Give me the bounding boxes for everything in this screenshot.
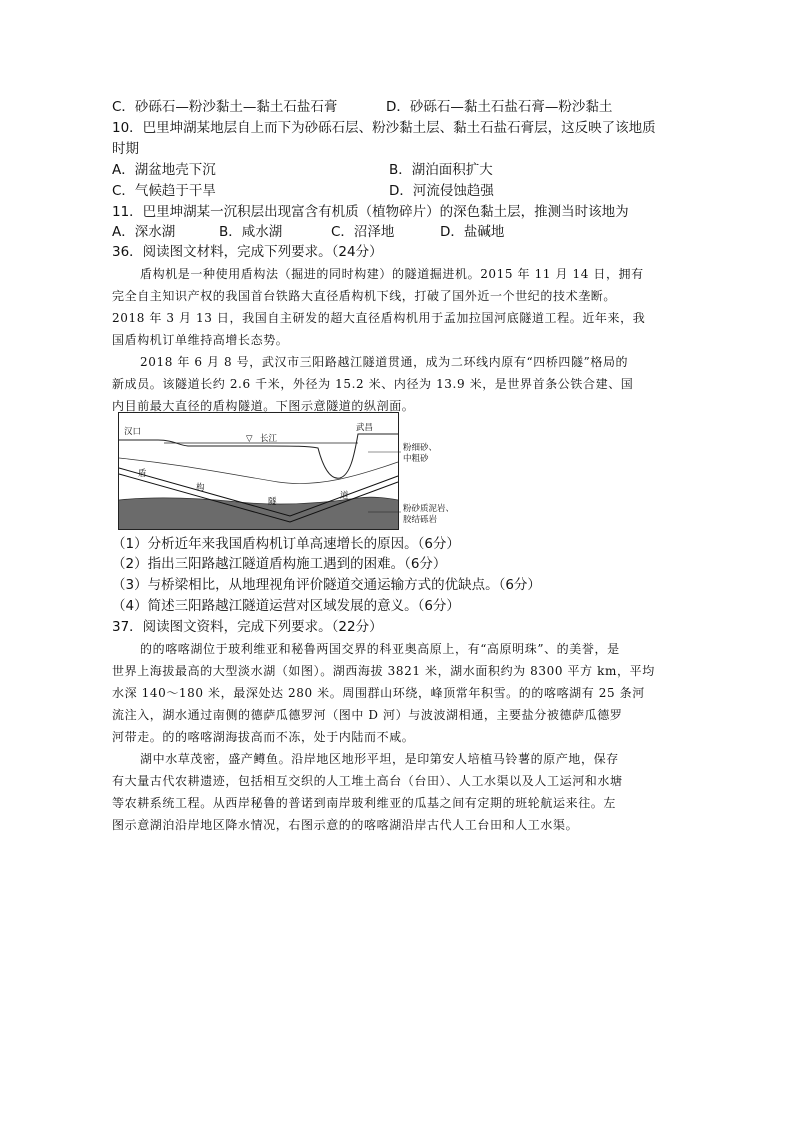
q9-option-c: C．砂砾石—粉沙黏土—黏土石盐石膏 bbox=[112, 99, 338, 115]
q10-option-c: C．气候趋于干旱 bbox=[112, 183, 216, 199]
label-wuchang: 武昌 bbox=[356, 423, 374, 433]
legend-sand-2: 中粗砂 bbox=[403, 454, 429, 464]
tunnel-char: 隧 bbox=[268, 497, 277, 507]
q37-para1-line: 水深 140～180 米，最深处达 280 米。周围群山环绕，峰顶常年积雪。的的喀喀湖有 25 条河 bbox=[112, 686, 645, 700]
q10-stem-line1: 10．巴里坤湖某地层自上而下为砂砾石层、粉沙黏土层、黏土石盐石膏层，这反映了该地质 bbox=[112, 120, 656, 136]
q36-para1-line: 盾构机是一种使用盾构法（掘进的同时构建）的隧道掘进机。2015 年 11 月 14 日，拥有 bbox=[140, 267, 644, 281]
tunnel-char: 道 bbox=[340, 491, 349, 501]
q37-heading: 37．阅读图文资料，完成下列要求。（22分） bbox=[112, 619, 383, 635]
q37-para2-line: 有大量古代农耕遗迹，包括相互交织的人工堆土高台（台田）、人工水渠以及人工运河和水塘 bbox=[112, 774, 623, 788]
tunnel-profile-figure bbox=[118, 412, 478, 530]
legend-rock-1: 粉砂质泥岩、 bbox=[403, 504, 455, 514]
q11-option-c: C．沼泽地 bbox=[331, 224, 395, 240]
q9-option-d: D．砂砾石—黏土石盐石膏—粉沙黏土 bbox=[386, 99, 613, 115]
q36-para1-line: 2018 年 3 月 13 日，我国自主研发的超大直径盾构机用于孟加拉国河底隧道工程。近年来，我 bbox=[112, 311, 646, 325]
q37-para2-line: 湖中水草茂密，盛产鳟鱼。沿岸地区地形平坦，是印第安人培植马铃薯的原产地，保存 bbox=[140, 752, 619, 766]
q11-option-d: D．盐碱地 bbox=[440, 224, 505, 240]
q37-para1-line: 的的喀喀湖位于玻利维亚和秘鲁两国交界的科亚奥高原上，有“高原明珠”、的美誉，是 bbox=[140, 642, 620, 656]
q37-para1-line: 世界上海拔最高的大型淡水湖（如图）。湖西海拔 3821 米，湖水面积约为 8300 平方 km，平均 bbox=[112, 664, 655, 678]
q11-option-b: B．咸水湖 bbox=[219, 224, 283, 240]
q11-stem: 11．巴里坤湖某一沉积层出现富含有机质（植物碎片）的深色黏土层，推测当时该地为 bbox=[112, 204, 629, 220]
label-changjiang: 长江 bbox=[260, 434, 278, 444]
q11-option-a: A．深水湖 bbox=[112, 224, 176, 240]
q36-para1-line: 国盾构机订单维持高增长态势。 bbox=[112, 333, 289, 347]
q36-para2-line: 新成员。该隧道长约 2.6 千米，外径为 15.2 米、内径为 13.9 米，是世界首条公铁合建、国 bbox=[112, 377, 634, 391]
q36-question-2: （2）指出三阳路越江隧道盾构施工遇到的困难。（6分） bbox=[112, 556, 447, 572]
q10-option-b: B．湖泊面积扩大 bbox=[389, 162, 493, 178]
q10-option-d: D．河流侵蚀趋强 bbox=[389, 183, 494, 199]
q10-option-a: A．湖盆地壳下沉 bbox=[112, 162, 216, 178]
tunnel-char: 构 bbox=[196, 483, 205, 493]
q36-heading: 36．阅读图文材料，完成下列要求。（24分） bbox=[112, 244, 383, 260]
q36-para2-line: 内目前最大直径的盾构隧道。下图示意隧道的纵剖面。 bbox=[112, 399, 415, 413]
q37-para2-line: 图示意湖泊沿岸地区降水情况，右图示意的的喀喀湖沿岸古代人工台田和人工水渠。 bbox=[112, 818, 579, 832]
q37-para1-line: 河带走。的的喀喀湖海拔高而不冻，处于内陆而不咸。 bbox=[112, 730, 415, 744]
tunnel-char: 盾 bbox=[138, 469, 147, 479]
q37-para1-line: 流注入，湖水通过南侧的德萨瓜德罗河（图中 D 河）与波波湖相通，主要盐分被德萨瓜德罗 bbox=[112, 708, 623, 722]
q36-question-4: （4）简述三阳路越江隧道运营对区域发展的意义。（6分） bbox=[112, 598, 460, 614]
q36-para2-line: 2018 年 6 月 8 号，武汉市三阳路越江隧道贯通，成为二环线内原有“四桥四隧”格局的 bbox=[140, 355, 629, 369]
legend-sand-1: 粉细砂、 bbox=[403, 443, 438, 453]
legend-rock-2: 胶结砾岩 bbox=[403, 515, 438, 525]
q36-para1-line: 完全自主知识产权的我国首台铁路大直径盾构机下线，打破了国外近一个世纪的技术垄断。 bbox=[112, 289, 617, 303]
q36-question-1: （1）分析近年来我国盾构机订单高速增长的原因。（6分） bbox=[112, 536, 460, 552]
river-symbol: ▽ bbox=[246, 434, 253, 444]
q37-para2-line: 等农耕系统工程。从西岸秘鲁的普诺到南岸玻利维亚的瓜基之间有定期的班轮航运来往。左 bbox=[112, 796, 617, 810]
q36-question-3: （3）与桥梁相比，从地理视角评价隧道交通运输方式的优缺点。（6分） bbox=[112, 577, 541, 593]
tunnel-profile-svg bbox=[118, 412, 478, 530]
q10-stem-line2: 时期 bbox=[112, 141, 139, 157]
label-hankou: 汉口 bbox=[124, 427, 142, 437]
